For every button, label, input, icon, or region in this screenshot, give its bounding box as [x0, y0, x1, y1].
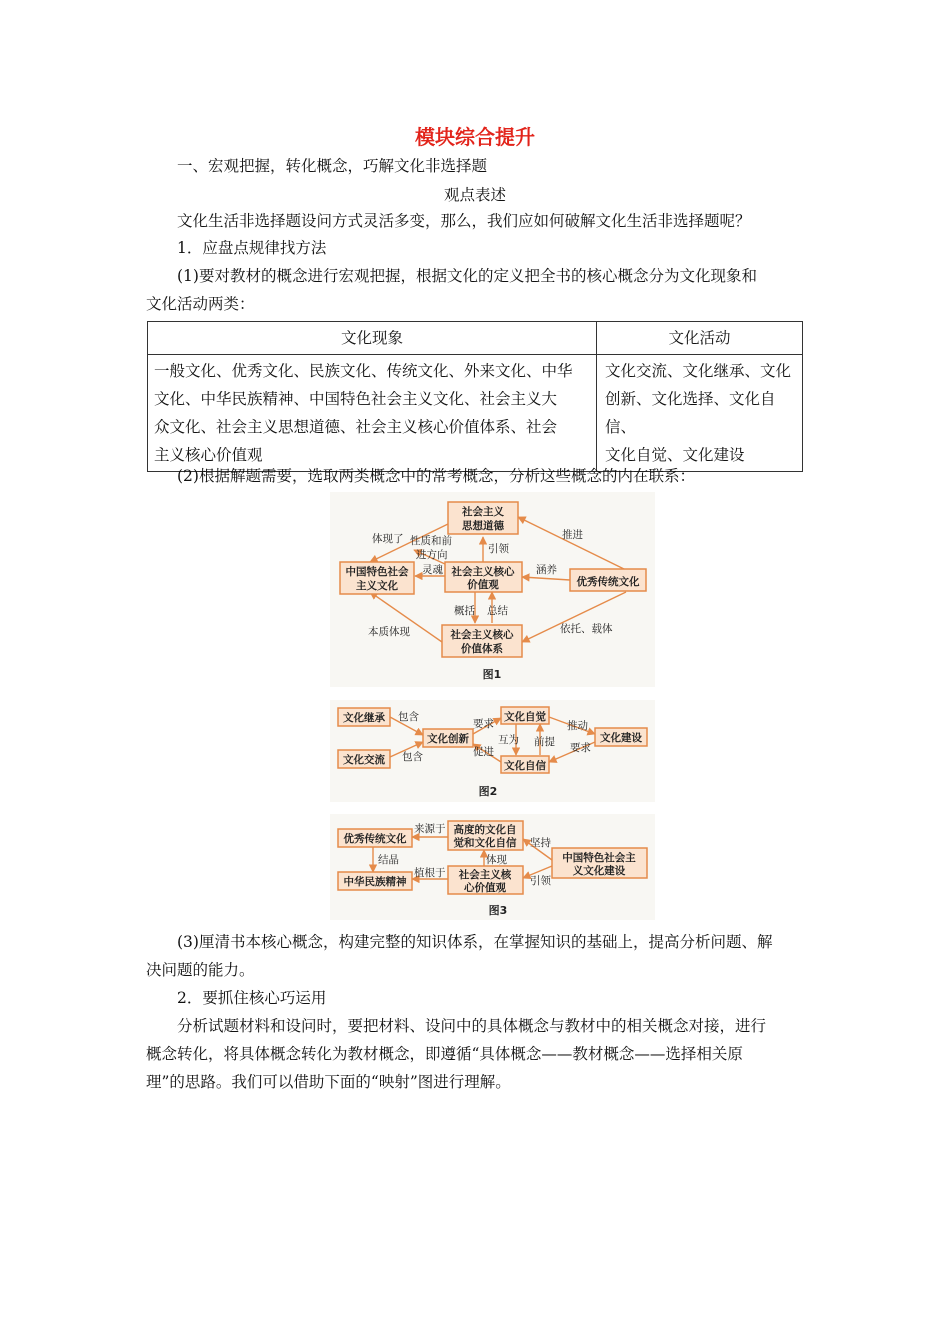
- figure-2-caption: 图2: [478, 785, 498, 798]
- svg-text:涵养: 涵养: [536, 564, 557, 576]
- cell-line: 文化交流、文化继承、文化: [605, 362, 792, 380]
- svg-text:概括: 概括: [454, 605, 475, 617]
- figure-1: [330, 492, 655, 687]
- svg-text:社会主义: 社会主义: [462, 506, 504, 518]
- svg-text:依托、载体: 依托、载体: [560, 623, 613, 635]
- svg-text:主义文化: 主义文化: [356, 580, 398, 592]
- svg-text:要求: 要求: [570, 742, 591, 754]
- svg-text:思想道德: 思想道德: [462, 520, 504, 532]
- p3-line1: (3)厘清书本核心概念，构建完整的知识体系，在掌握知识的基础上，提高分析问题、解: [177, 933, 773, 951]
- cell-line: 文化、中华民族精神、中国特色社会主义文化、社会主义大: [154, 390, 558, 408]
- box-core-system: [442, 625, 522, 657]
- svg-text:灵魂: 灵魂: [422, 564, 443, 576]
- svg-text:价值体系: 价值体系: [461, 643, 503, 655]
- box-national-spirit: [338, 872, 412, 890]
- svg-text:推动: 推动: [567, 720, 588, 732]
- box-socialist-ideology: [448, 502, 518, 534]
- cell-line: 主义核心价值观: [154, 446, 263, 464]
- intro-paragraph: 文化生活非选择题设问方式灵活多变，那么，我们应如何破解文化生活非选择题呢？: [177, 212, 751, 230]
- p2-line: (2)根据解题需要，选取两类概念中的常考概念，分析这些概念的内在联系：: [177, 467, 695, 485]
- svg-text:促进: 促进: [473, 746, 494, 758]
- figure-3: [330, 814, 655, 920]
- svg-text:价值观: 价值观: [467, 579, 499, 591]
- svg-text:推进: 推进: [562, 529, 583, 541]
- svg-text:中华民族精神: 中华民族精神: [343, 876, 407, 888]
- svg-text:结晶: 结晶: [378, 854, 399, 866]
- svg-text:要求: 要求: [473, 718, 494, 730]
- svg-text:坚持: 坚持: [530, 837, 551, 849]
- svg-text:本质体现: 本质体现: [368, 626, 410, 638]
- svg-text:中国特色社会: 中国特色社会: [345, 566, 409, 578]
- svg-text:社会主义核心: 社会主义核心: [450, 629, 514, 641]
- svg-text:文化继承: 文化继承: [343, 712, 385, 724]
- svg-text:文化自信: 文化自信: [504, 760, 546, 772]
- cell-line: 众文化、社会主义思想道德、社会主义核心价值体系、社会: [154, 418, 558, 436]
- p1-line2: 文化活动两类：: [146, 295, 255, 313]
- svg-text:引领: 引领: [488, 543, 509, 555]
- cell-line: 文化自觉、文化建设: [605, 446, 745, 464]
- svg-text:植根于: 植根于: [414, 867, 446, 879]
- p4-line2: 概念转化，将具体概念转化为教材概念，即遵循“具体概念——教材概念——选择相关原: [146, 1045, 743, 1063]
- svg-text:互为: 互为: [498, 734, 519, 746]
- figure-2: [330, 700, 655, 802]
- svg-text:社会主义核: 社会主义核: [458, 869, 512, 881]
- svg-text:前提: 前提: [534, 736, 555, 748]
- svg-text:社会主义核心: 社会主义核心: [451, 566, 515, 578]
- box-cultural-construction: [595, 728, 647, 746]
- svg-text:引领: 引领: [530, 875, 551, 887]
- svg-text:包含: 包含: [402, 751, 423, 763]
- svg-text:高度的文化自: 高度的文化自: [453, 824, 517, 836]
- svg-text:文化交流: 文化交流: [343, 754, 385, 766]
- p1-line1: (1)要对教材的概念进行宏观把握，根据文化的定义把全书的核心概念分为文化现象和: [177, 267, 757, 285]
- svg-text:文化建设: 文化建设: [600, 732, 642, 744]
- section-heading: 一、宏观把握，转化概念，巧解文化非选择题: [177, 157, 488, 175]
- box-csc-culture: [340, 562, 414, 594]
- page-title: 模块综合提升: [415, 125, 535, 149]
- point2-heading: 2．要抓住核心巧运用: [177, 989, 327, 1007]
- subheading: 观点表述: [443, 186, 506, 204]
- svg-text:优秀传统文化: 优秀传统文化: [343, 833, 407, 845]
- box-csc-construction: [552, 848, 647, 878]
- box-cultural-inheritance: [338, 708, 390, 726]
- box-core-values: [445, 562, 522, 592]
- point1-heading: 1．应盘点规律找方法: [177, 239, 327, 257]
- box-cultural-exchange: [338, 750, 390, 768]
- svg-text:心价值观: 心价值观: [464, 882, 506, 894]
- svg-text:觉和文化自信: 觉和文化自信: [453, 837, 517, 849]
- svg-text:优秀传统文化: 优秀传统文化: [576, 576, 640, 588]
- p4-line1: 分析试题材料和设问时，要把材料、设问中的具体概念与教材中的相关概念对接，进行: [177, 1017, 767, 1035]
- box-fine-tradition: [570, 569, 646, 591]
- svg-text:体现: 体现: [486, 854, 507, 866]
- svg-text:总结: 总结: [487, 605, 508, 617]
- cell-line: 创新、文化选择、文化自信、: [605, 390, 776, 436]
- box-high-awareness: [448, 821, 523, 850]
- p3-line2: 决问题的能力。: [146, 961, 255, 979]
- svg-text:包含: 包含: [398, 711, 419, 723]
- table-cell-activities: [597, 355, 803, 472]
- table-cell-phenomena: [148, 355, 597, 472]
- figure-1-caption: 图1: [482, 668, 502, 681]
- svg-text:进方向: 进方向: [416, 549, 448, 561]
- svg-text:体现了: 体现了: [372, 533, 404, 545]
- svg-text:性质和前: 性质和前: [410, 535, 452, 547]
- concept-table: [147, 321, 803, 472]
- svg-text:来源于: 来源于: [414, 823, 446, 835]
- table-header-phenomena: 文化现象: [148, 322, 597, 355]
- box-cultural-awareness: [501, 707, 549, 724]
- box-cultural-confidence: [501, 756, 549, 773]
- figure-3-caption: 图3: [488, 904, 508, 917]
- p4-line3: 理”的思路。我们可以借助下面的“映射”图进行理解。: [146, 1073, 511, 1091]
- box-core-values-3: [448, 866, 523, 894]
- svg-text:中国特色社会主: 中国特色社会主: [562, 852, 636, 864]
- table-header-activities: 文化活动: [597, 322, 803, 355]
- svg-text:义文化建设: 义文化建设: [572, 865, 626, 877]
- box-fine-tradition-3: [338, 829, 412, 847]
- cell-line: 一般文化、优秀文化、民族文化、传统文化、外来文化、中华: [154, 362, 573, 380]
- svg-text:文化创新: 文化创新: [427, 733, 469, 745]
- box-cultural-innovation: [423, 729, 473, 747]
- svg-text:文化自觉: 文化自觉: [504, 711, 546, 723]
